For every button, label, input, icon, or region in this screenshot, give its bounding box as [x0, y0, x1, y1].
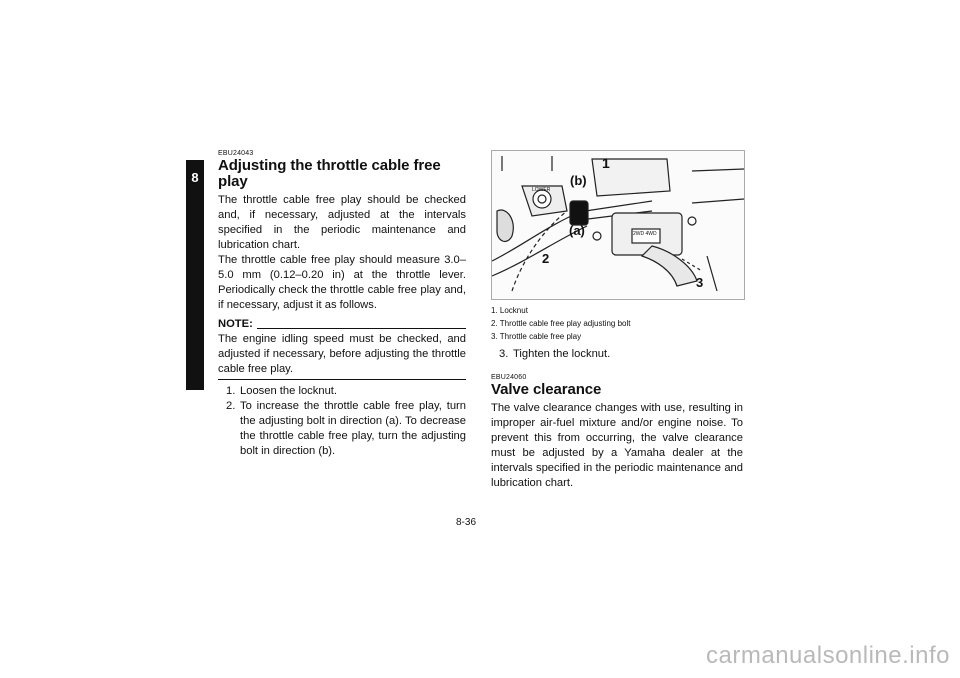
note-label: NOTE:	[218, 318, 253, 330]
left-column	[218, 150, 466, 459]
paragraph-2: The throttle cable free play should measure 3.0–5.0 mm (0.12–0.20 in) at the throttle lever. Periodically check the throttle cable free play and, if necessary, adjust it as follows.	[218, 254, 466, 311]
section-code: EBU24060	[491, 374, 527, 381]
step-list-continued	[491, 347, 743, 362]
caption-2: 2. Throttle cable free play adjusting bolt	[491, 319, 631, 328]
step-number: 2.	[226, 400, 236, 412]
section-tab: 8	[186, 160, 204, 390]
section-heading: Valve clearance	[491, 381, 602, 398]
note-end-divider	[218, 379, 466, 380]
paragraph-1: The throttle cable free play should be checked and, if necessary, adjusted at the intervals specified in the periodic maintenance and lubrication chart.	[218, 194, 466, 251]
step-number: 1.	[226, 385, 236, 397]
step-item	[226, 399, 466, 459]
caption-3: 3. Throttle cable free play	[491, 332, 582, 341]
label-b: (b)	[570, 173, 587, 188]
right-column	[491, 150, 743, 491]
note-text: The engine idling speed must be checked, and adjusted if necessary, before adjusting the throttle cable free play.	[218, 333, 466, 375]
note-divider	[257, 328, 466, 329]
page-number: 8-36	[456, 517, 477, 528]
step-item	[499, 347, 743, 362]
step-list	[218, 384, 466, 459]
figure-captions	[491, 304, 743, 343]
lower-marking: LOWER	[532, 187, 551, 193]
throttle-illustration	[491, 150, 745, 300]
throttle-lever-drawing	[492, 151, 744, 299]
paragraph: The valve clearance changes with use, resulting in improper air-fuel mixture and/or engine noise. To prevent this from occurring, the valve clearance must be adjusted by a Yamaha dealer at the intervals specified in the periodic maintenance and lubrication chart.	[491, 402, 743, 489]
label-2: 2	[542, 251, 550, 266]
watermark: carmanualsonline.info	[706, 642, 950, 669]
label-1: 1	[602, 155, 610, 171]
step-item	[226, 384, 466, 399]
step-text: Loosen the locknut.	[240, 385, 338, 397]
drive-switch-marking: 2WD 4WD	[633, 231, 657, 237]
section-heading: Adjusting the throttle cable free play	[218, 157, 441, 190]
step-text: Tighten the locknut.	[513, 348, 611, 360]
caption-1: 1. Locknut	[491, 306, 528, 315]
step-number: 3.	[499, 348, 509, 360]
step-text: To increase the throttle cable free play, turn the adjusting bolt in direction (a). To decrease the throttle cable free play, turn the adjusting bolt in direction (b).	[240, 400, 466, 457]
label-3: 3	[696, 275, 704, 290]
label-a: (a)	[569, 223, 585, 238]
note-header	[218, 317, 466, 332]
section-code: EBU24043	[218, 150, 254, 157]
